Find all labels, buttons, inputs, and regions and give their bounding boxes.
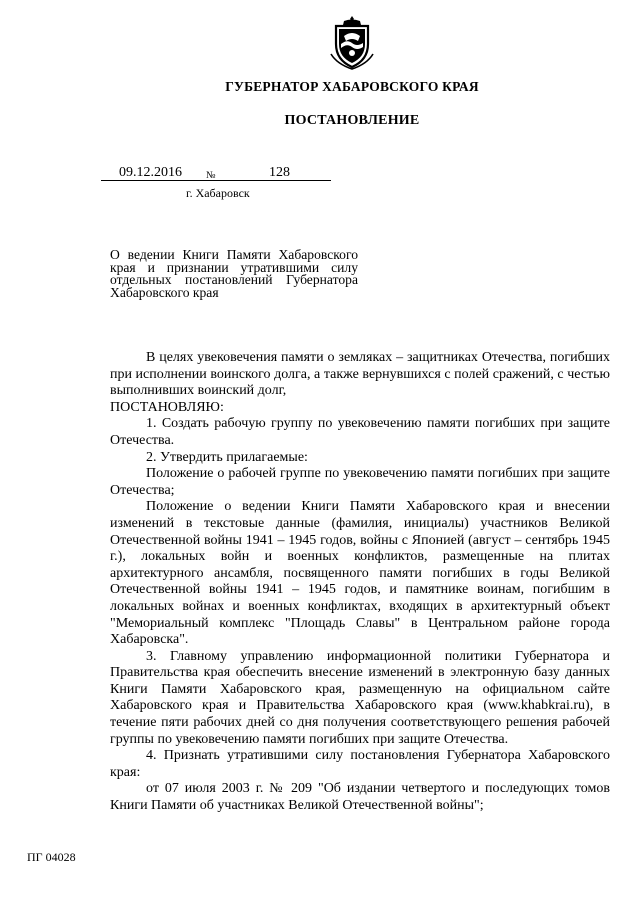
item-1: 1. Создать рабочую группу по увековечению памяти погибших при защите Отечества. <box>110 416 610 448</box>
item-2-regulation-b: Положение о ведении Книги Памяти Хабаровского края и внесении изменений в текстовые данные (фамилия, инициалы) участников Великой Отечественной войны 1941 – 1945 годов, войны с Японией (август – сентябрь 1945 г.), локальных войн и военных конфликтов, размещенные на плитах архитектурного ансамбля, посвященного памяти погибших в годы Великой Отечественной войны 1941 – 1945 годов, и памятнике воинам, погибшим в локальных войнах и военных конфликтах, входящих в архитектурный объект "Мемориальный комплекс "Площадь Славы" в Центральном районе города Хабаровска". <box>110 499 610 648</box>
city: г. Хабаровск <box>186 186 250 200</box>
preamble-paragraph: В целях увековечения памяти о земляках – защитниках Отечества, погибших при исполнении воинского долга, а также вернувшихся с полей сражений, с честью выполнивших воинский долг, <box>110 350 610 399</box>
decree-number: 128 <box>269 165 290 180</box>
decree-body <box>110 350 610 815</box>
item-4: 4. Признать утратившими силу постановления Губернатора Хабаровского края: <box>110 748 610 780</box>
item-2: 2. Утвердить прилагаемые: <box>146 449 308 465</box>
khabarovsk-coat-of-arms-icon <box>327 14 377 70</box>
footer-code: ПГ 04028 <box>27 850 76 864</box>
decree-subject: О ведении Книги Памяти Хабаровского края и признании утратившими силу отдельных постановлений Губернатора Хабаровского края <box>110 247 358 301</box>
governor-title: ГУБЕРНАТОР ХАБАРОВСКОГО КРАЯ <box>225 79 479 94</box>
item-3: 3. Главному управлению информационной политики Губернатора и Правительства края обеспечить внесение изменений в электронную базу данных Книги Памяти Хабаровского края, размещенную на официальном сайте Хабаровского края и Правительства Хабаровского края (www.khabkrai.ru), в течение пяти рабочих дней со дня получения соответствующего решения рабочей группы по увековечению памяти погибших при защите Отечества. <box>110 648 610 747</box>
item-2-regulation-a: Положение о рабочей группе по увековечению памяти погибших при защите Отечества; <box>110 466 610 498</box>
number-sign: № <box>206 170 216 181</box>
decree-date: 09.12.2016 <box>119 165 182 180</box>
resolve-heading: ПОСТАНОВЛЯЮ: <box>110 399 224 415</box>
decree-title: ПОСТАНОВЛЕНИЕ <box>284 113 420 128</box>
item-4-reference: от 07 июля 2003 г. № 209 "Об издании четвертого и последующих томов Книги Памяти об участниках Великой Отечественной войны"; <box>110 781 610 814</box>
